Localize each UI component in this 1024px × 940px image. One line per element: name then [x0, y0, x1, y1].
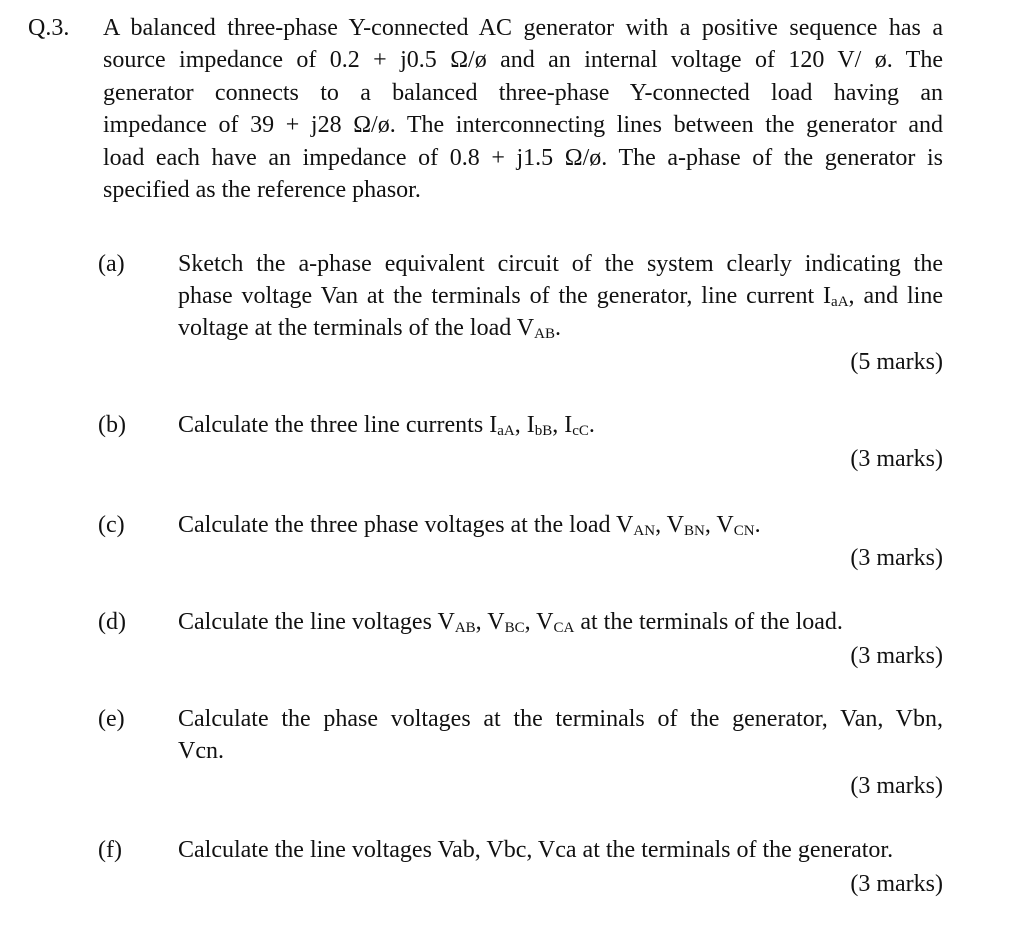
part-f-label: (f) — [98, 837, 122, 863]
intro-line: generator connects to a balanced three-phase Y-connected load having an — [103, 79, 943, 106]
subscript: AB — [454, 620, 476, 636]
part-c-label: (c) — [98, 512, 125, 538]
part-d-line — [178, 606, 943, 638]
text-fragment: . — [554, 315, 561, 341]
part-a-line — [178, 280, 943, 312]
text-fragment: Calculate the three line currents I — [178, 412, 498, 438]
subscript: CA — [553, 620, 575, 636]
part-a-marks: (5 marks) — [850, 349, 943, 375]
text-fragment: , V — [704, 512, 734, 538]
subscript: BN — [683, 523, 705, 539]
part-d-label: (d) — [98, 609, 126, 635]
part-e-line: Calculate the phase voltages at the terminals of the generator, Van, Vbn, — [178, 706, 943, 732]
subscript: aA — [497, 423, 515, 439]
subscript: bB — [534, 423, 553, 439]
text-fragment: voltage at the terminals of the load V — [178, 315, 535, 341]
subscript: BC — [504, 620, 525, 636]
part-e-label: (e) — [98, 706, 125, 732]
part-e-marks: (3 marks) — [850, 773, 943, 799]
subscript: aA — [831, 294, 849, 310]
text-fragment: , I — [552, 412, 573, 438]
text-fragment: Calculate the three phase voltages at the load V — [178, 512, 634, 538]
part-e-line: Vcn. — [178, 738, 224, 764]
part-b-marks: (3 marks) — [850, 446, 943, 472]
part-f-line: Calculate the line voltages Vab, Vbc, Vca at the terminals of the generator. — [178, 837, 894, 863]
part-b-text — [178, 409, 943, 441]
part-c-text — [178, 509, 943, 541]
intro-line: impedance of 39 + j28 Ω/ø. The interconnecting lines between the generator and — [103, 112, 943, 139]
part-b-line — [178, 409, 943, 441]
subscript: AB — [534, 326, 555, 342]
part-b-label: (b) — [98, 412, 126, 438]
text-fragment: , I — [514, 412, 535, 438]
subscript: cC — [572, 423, 589, 439]
intro-line: load each have an impedance of 0.8 + j1.5 Ω/ø. The a-phase of the generator is — [103, 144, 943, 171]
part-f-text — [178, 834, 943, 866]
text-fragment: . — [588, 412, 595, 438]
part-a-line — [178, 312, 943, 344]
part-a-line: Sketch the a-phase equivalent circuit of the system clearly indicating the — [178, 251, 943, 277]
question-intro — [103, 12, 943, 206]
text-fragment: , V — [655, 512, 684, 538]
part-c-marks: (3 marks) — [850, 545, 943, 571]
intro-line: specified as the reference phasor. — [103, 177, 421, 204]
part-c-line — [178, 509, 943, 541]
part-f-marks: (3 marks) — [850, 871, 943, 897]
text-fragment: . — [754, 512, 761, 538]
subscript: CN — [733, 523, 755, 539]
part-a-text — [178, 248, 943, 344]
text-fragment: Calculate the line voltages V — [178, 609, 455, 635]
question-number: Q.3. — [28, 15, 70, 41]
text-fragment: phase voltage Van at the terminals of the generator, line current I — [178, 283, 832, 309]
text-fragment: , and line — [848, 283, 944, 309]
part-a-label: (a) — [98, 251, 125, 277]
text-fragment: , V — [475, 609, 505, 635]
subscript: AN — [633, 523, 656, 539]
text-fragment: , V — [524, 609, 554, 635]
part-d-text — [178, 606, 943, 638]
part-e-text — [178, 703, 943, 767]
part-d-marks: (3 marks) — [850, 643, 943, 669]
intro-line: A balanced three-phase Y-connected AC generator with a positive sequence has a — [103, 15, 943, 41]
text-fragment: at the terminals of the load. — [574, 609, 843, 635]
intro-line: source impedance of 0.2 + j0.5 Ω/ø and an internal voltage of 120 V/ ø. The — [103, 47, 943, 74]
